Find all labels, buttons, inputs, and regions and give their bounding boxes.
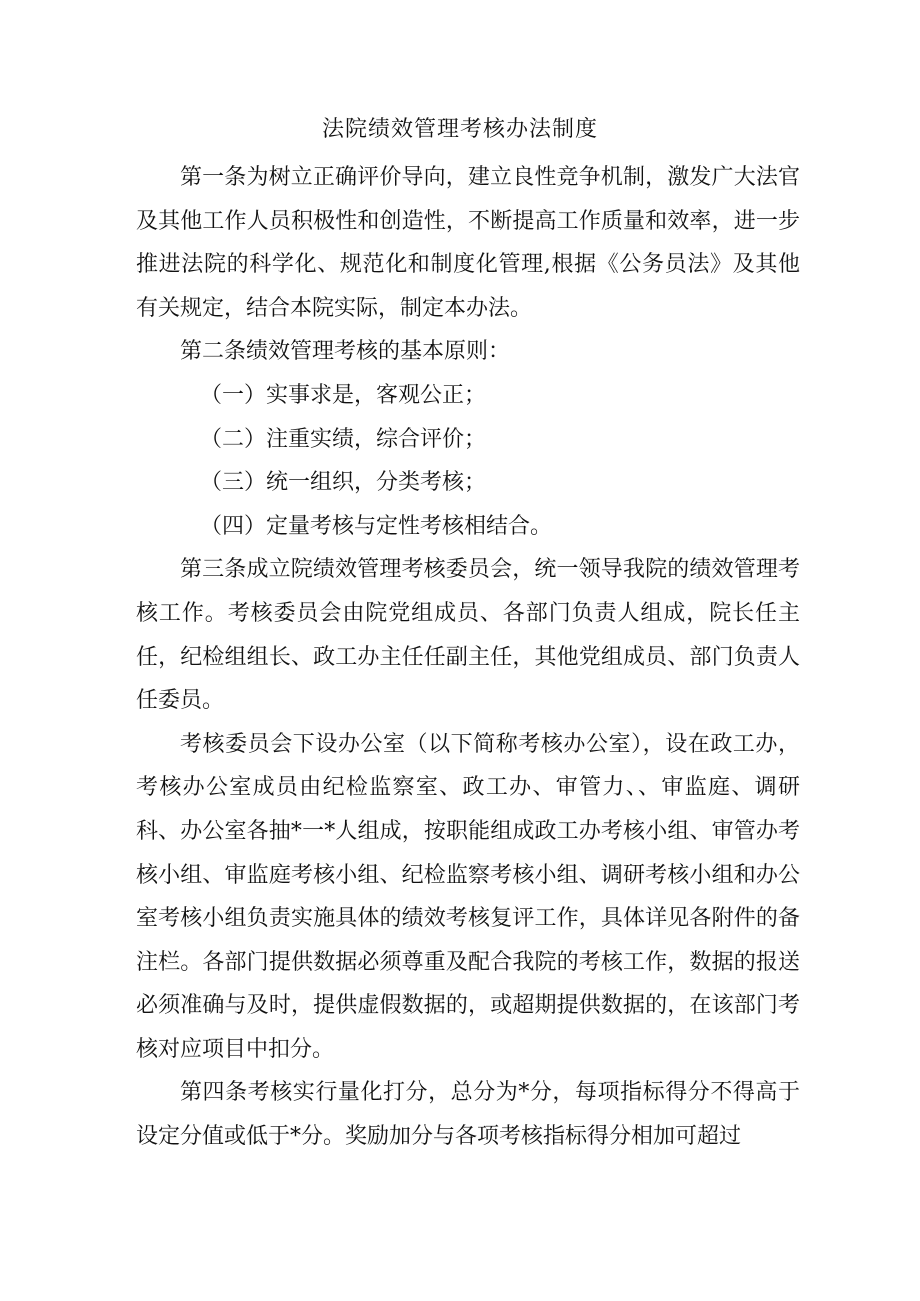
article-3-paragraph: 第三条成立院绩效管理考核委员会，统一领导我院的绩效管理考核工作。考核委员会由院党组成员、各部门负责人组成，院长任主任，纪检组组长、政工办主任任副主任，其他党组成员、部门负责人任委员。	[136, 557, 800, 714]
principle-item-2: （二）注重实绩，综合评价；	[200, 426, 487, 452]
principle-item-4: （四）定量考核与定性考核相结合。	[200, 513, 553, 539]
article-1-paragraph: 第一条为树立正确评价导向，建立良性竞争机制，激发广大法官及其他工作人员积极性和创造性，不断提高工作质量和效率，进一步推进法院的科学化、规范化和制度化管理,根据《公务员法》及其他有关规定，结合本院实际，制定本办法。	[136, 165, 800, 321]
principle-item-1: （一）实事求是，客观公正；	[200, 382, 487, 408]
article-2-paragraph: 第二条绩效管理考核的基本原则：	[180, 339, 511, 365]
article-4-paragraph: 第四条考核实行量化打分，总分为*分，每项指标得分不得高于设定分值或低于*分。奖励加分与各项考核指标得分相加可超过	[136, 1080, 800, 1150]
principle-item-3: （三）统一组织，分类考核；	[200, 470, 487, 496]
office-paragraph: 考核委员会下设办公室（以下简称考核办公室），设在政工办，考核办公室成员由纪检监察室、政工办、审管力、、审监庭、调研科、办公室各抽*一*人组成，按职能组成政工办考核小组、审管办考核小组、审监庭考核小组、纪检监察考核小组、调研考核小组和办公室考核小组负责实施具体的绩效考核复评工作，具体详见各附件的备注栏。各部门提供数据必须尊重及配合我院的考核工作，数据的报送必须准确与及时，提供虚假数据的，或超期提供数据的，在该部门考核对应项目中扣分。	[136, 731, 800, 1062]
document-title: 法院绩效管理考核办法制度	[321, 117, 598, 142]
document-body	[136, 156, 800, 1159]
